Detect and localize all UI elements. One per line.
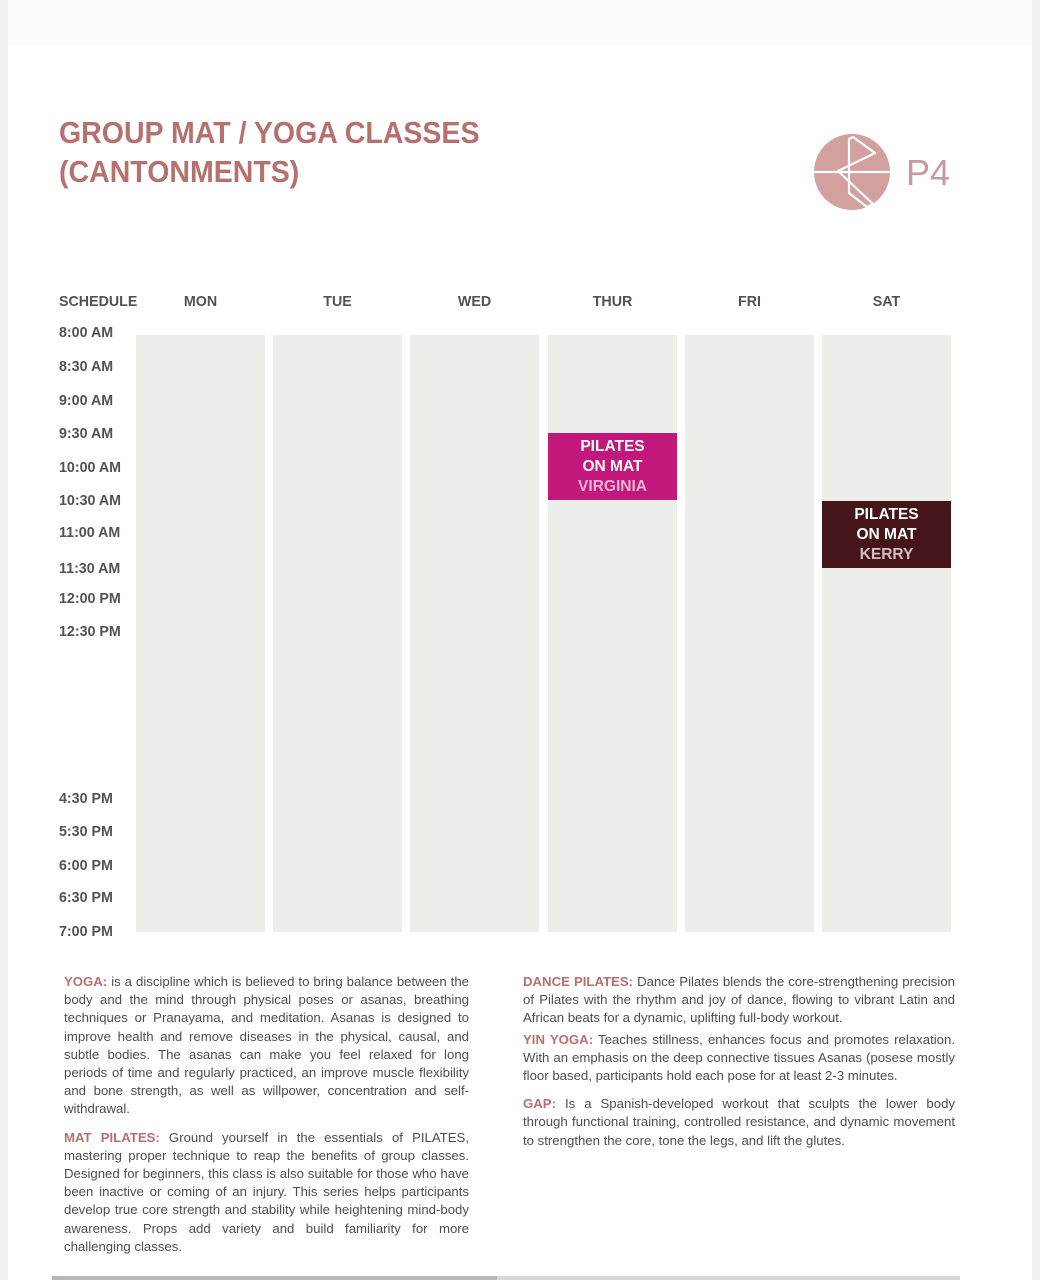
schedule-header: SCHEDULE [59, 293, 138, 310]
time-label: 11:30 AM [59, 560, 121, 577]
description-gap [523, 1095, 955, 1150]
description-dance-pilates [523, 973, 955, 1028]
description-yoga [64, 973, 469, 1119]
day-header-mon: MON [183, 293, 218, 310]
day-column-thur [548, 335, 677, 932]
logo-text: P4 [906, 152, 951, 193]
description-text: is a discipline which is believed to bring balance between the body and the mind through physical poses or asanas, breathing techniques or Pranayama, and meditation. Asanas is designed to improve health and remove diseases in the physical, causal, and subtle bodies. The asanas can make you feel relaxed for long periods of time and regularly practiced, an improve muscle flexibility and bone strength, as well as willpower, concentration and self-withdrawal. [64, 974, 469, 1117]
day-column-fri [685, 335, 814, 932]
description-label: YIN YOGA: [523, 1031, 594, 1047]
description-mat-pilates [64, 1129, 469, 1256]
description-text: Ground yourself in the essentials of PILATES, mastering proper technique to reap the benefits of group classes. Designed for beginners, this class is also suitable for those who have been inactive or coming of an injury. This series helps participants develop true core strength and stability while heightening mind-body awareness. Props add variety and build familiarity for more challenging classes. [64, 1129, 469, 1254]
schedule-page [8, 0, 1032, 1280]
scroll-progress-bar[interactable] [52, 1276, 960, 1280]
p4-logo-icon [813, 133, 893, 213]
time-label: 10:00 AM [59, 459, 122, 476]
day-column-tue [273, 335, 402, 932]
time-label: 6:00 PM [59, 857, 113, 874]
class-block-thur-pilates-on-mat[interactable] [548, 433, 677, 500]
description-text: Dance Pilates blends the core-strengthening precision of Pilates with the rhythm and joy of dance, flowing to vibrant Latin and African beats for a dynamic, uplifting full-body workout. [523, 974, 955, 1026]
time-label: 6:30 PM [59, 889, 113, 906]
time-label: 5:30 PM [59, 823, 113, 840]
description-yin-yoga [523, 1031, 955, 1086]
day-column-sat [822, 335, 951, 932]
description-label: YOGA: [64, 974, 108, 989]
day-header-sat: SAT [872, 293, 901, 310]
class-name-line-2: ON MAT [582, 458, 643, 475]
time-label: 4:30 PM [59, 790, 113, 807]
class-block-sat-pilates-on-mat[interactable] [822, 501, 951, 568]
time-label: 8:30 AM [59, 358, 114, 375]
class-name-line-1: PILATES [854, 506, 919, 523]
description-label: DANCE PILATES: [523, 974, 634, 989]
class-name-line-2: ON MAT [856, 526, 917, 543]
day-header-fri: FRI [738, 293, 761, 310]
description-label: MAT PILATES: [64, 1129, 160, 1145]
instructor-name: VIRGINIA [578, 478, 647, 495]
class-name-line-1: PILATES [580, 438, 645, 455]
day-header-tue: TUE [323, 293, 352, 310]
time-label: 9:30 AM [59, 425, 114, 442]
time-label: 7:00 PM [59, 923, 113, 940]
page-title [59, 113, 479, 191]
day-header-wed: WED [457, 293, 492, 310]
day-column-wed [410, 335, 539, 932]
time-label: 12:00 PM [59, 590, 121, 607]
title-line-2: (CANTONMENTS) [59, 154, 300, 189]
time-label: 12:30 PM [59, 623, 121, 640]
title-line-1: GROUP MAT / YOGA CLASSES [59, 115, 480, 150]
description-label: GAP: [523, 1096, 556, 1112]
day-column-mon [136, 335, 265, 932]
time-label: 8:00 AM [59, 324, 114, 341]
description-text: Teaches stillness, enhances focus and promotes relaxation. With an emphasis on the deep connective tissues Asanas (posese mostly floor based, participants hold each pose for at least 2-3 minutes. [523, 1031, 956, 1084]
descriptions-left [64, 973, 469, 1266]
description-text: Is a Spanish-developed workout that sculpts the lower body through functional training, controlled resistance, and dynamic movement to strengthen the core, tone the legs, and lift the glutes. [523, 1096, 955, 1148]
day-header-thur: THUR [592, 293, 633, 310]
descriptions-right [523, 973, 955, 1160]
instructor-name: KERRY [859, 546, 914, 563]
time-label: 11:00 AM [59, 524, 121, 541]
time-label: 9:00 AM [59, 392, 114, 409]
scroll-progress-fill [52, 1276, 497, 1280]
p4-logo [813, 133, 958, 213]
top-strip [8, 0, 1032, 46]
time-label: 10:30 AM [59, 492, 122, 509]
